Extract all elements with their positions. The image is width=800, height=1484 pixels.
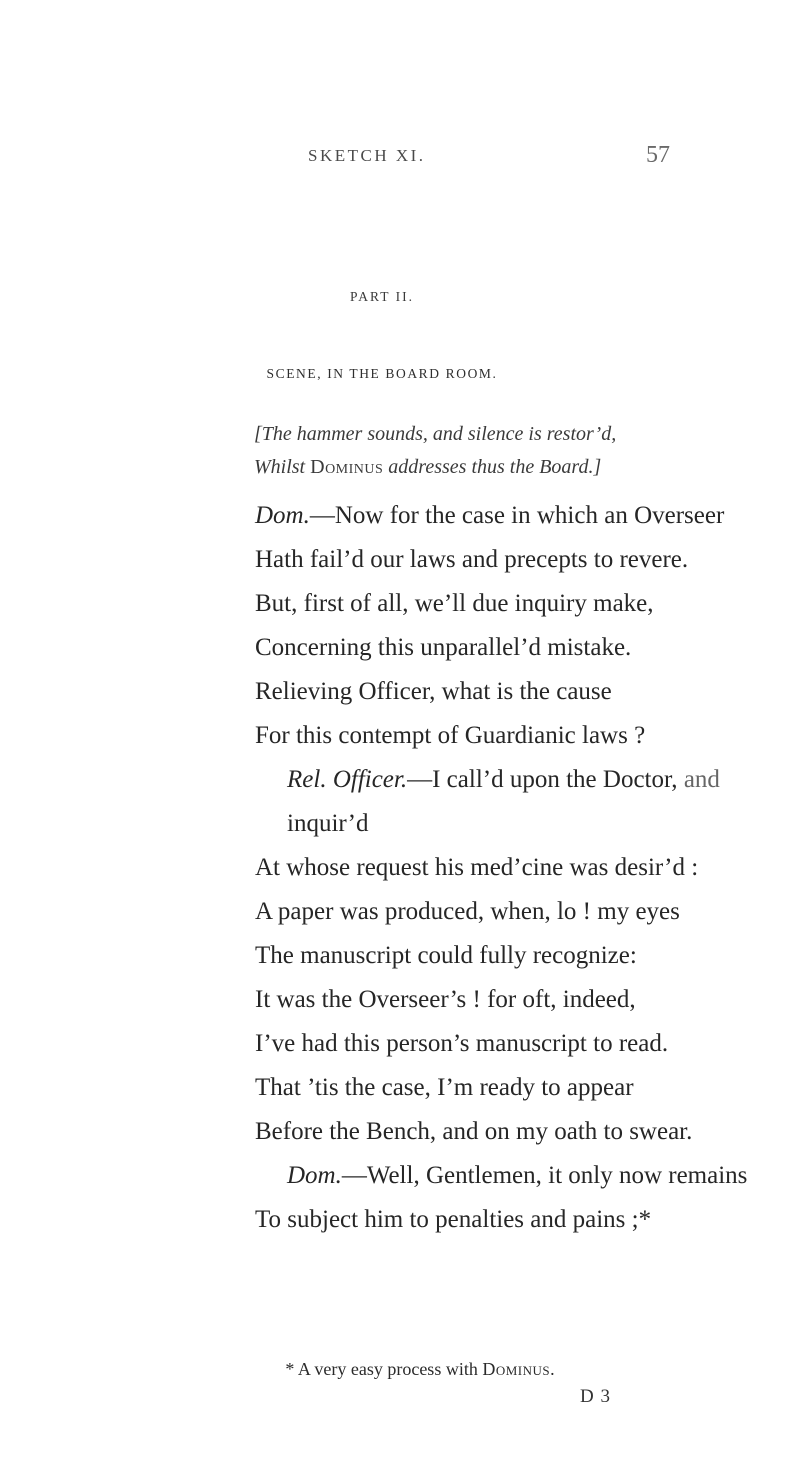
- verse-line: [255, 890, 800, 934]
- scene-heading: SCENE, IN THE BOARD ROOM.: [266, 366, 498, 381]
- verse-line: [255, 1066, 800, 1110]
- verse-text: Hath fail’d our laws and precepts to revere.: [255, 546, 689, 573]
- verse-line: [255, 1110, 800, 1154]
- verse-text: inquir’d: [287, 810, 369, 837]
- footnote: [0, 1359, 800, 1380]
- running-head: [0, 142, 800, 176]
- verse-text: For this contempt of Guardianic laws ?: [255, 722, 646, 749]
- speaker-name: Rel. Officer.: [287, 766, 408, 793]
- stage-direction-line-2-pre: Whilst: [254, 456, 311, 478]
- verse-text: Relieving Officer, what is the cause: [255, 678, 612, 705]
- stage-direction-line-2: [254, 451, 616, 484]
- page-number: 57: [646, 142, 670, 168]
- verse-text: —Now for the case in which an Overseer: [309, 502, 725, 529]
- verse-text-trail: and: [677, 766, 720, 793]
- verse-line: [255, 802, 800, 846]
- part-heading: PART II.: [350, 289, 414, 304]
- stage-direction-name: Dominus: [310, 456, 384, 478]
- verse-text: At whose request his med’cine was desir’d :: [255, 854, 699, 881]
- verse-line: [255, 934, 800, 978]
- speaker-name: Dom.: [255, 502, 310, 529]
- verse-line: [255, 1022, 800, 1066]
- stage-direction-line-2-post: addresses thus the Board.]: [383, 456, 602, 478]
- verse-text: To subject him to penalties and pains ;*: [255, 1206, 652, 1233]
- stage-direction: [254, 418, 616, 484]
- verse-text: —Well, Gentlemen, it only now remains: [341, 1162, 748, 1189]
- verse-line: [255, 978, 800, 1022]
- verse-text: The manuscript could fully recognize:: [255, 942, 637, 969]
- verse-line: [255, 538, 800, 582]
- verse-text: It was the Overseer’s ! for oft, indeed,: [255, 986, 636, 1013]
- footnote-name: Dominus: [482, 1359, 551, 1379]
- footnote-pre: * A very easy process with: [285, 1359, 483, 1379]
- verse-text: I’ve had this person’s manuscript to read.: [255, 1030, 669, 1057]
- verse-text: Before the Bench, and on my oath to swear.: [255, 1118, 693, 1145]
- verse-line: [255, 494, 800, 538]
- verse-line: [255, 626, 800, 670]
- verse-text: Concerning this unparallel’d mistake.: [255, 634, 632, 661]
- verse-line: [255, 1198, 800, 1242]
- verse-text: But, first of all, we’ll due inquiry make,: [255, 590, 654, 617]
- verse-line: [255, 1154, 800, 1198]
- verse-text: —I call’d upon the Doctor,: [407, 766, 678, 793]
- verse-text: That ’tis the case, I’m ready to appear: [255, 1074, 634, 1101]
- verse-line: [255, 758, 800, 802]
- signature-mark: D 3: [580, 1386, 611, 1407]
- verse-line: [255, 714, 800, 758]
- verse-text: A paper was produced, when, lo ! my eyes: [255, 898, 680, 925]
- verse-line: [255, 846, 800, 890]
- verse-line: [255, 582, 800, 626]
- stage-direction-line-1: [The hammer sounds, and silence is restor’d,: [254, 423, 617, 445]
- speaker-name: Dom.: [287, 1162, 342, 1189]
- footnote-post: .: [550, 1359, 555, 1379]
- running-title: SKETCH XI.: [308, 146, 426, 165]
- verse-line: [255, 670, 800, 714]
- verse-block: [255, 494, 800, 1242]
